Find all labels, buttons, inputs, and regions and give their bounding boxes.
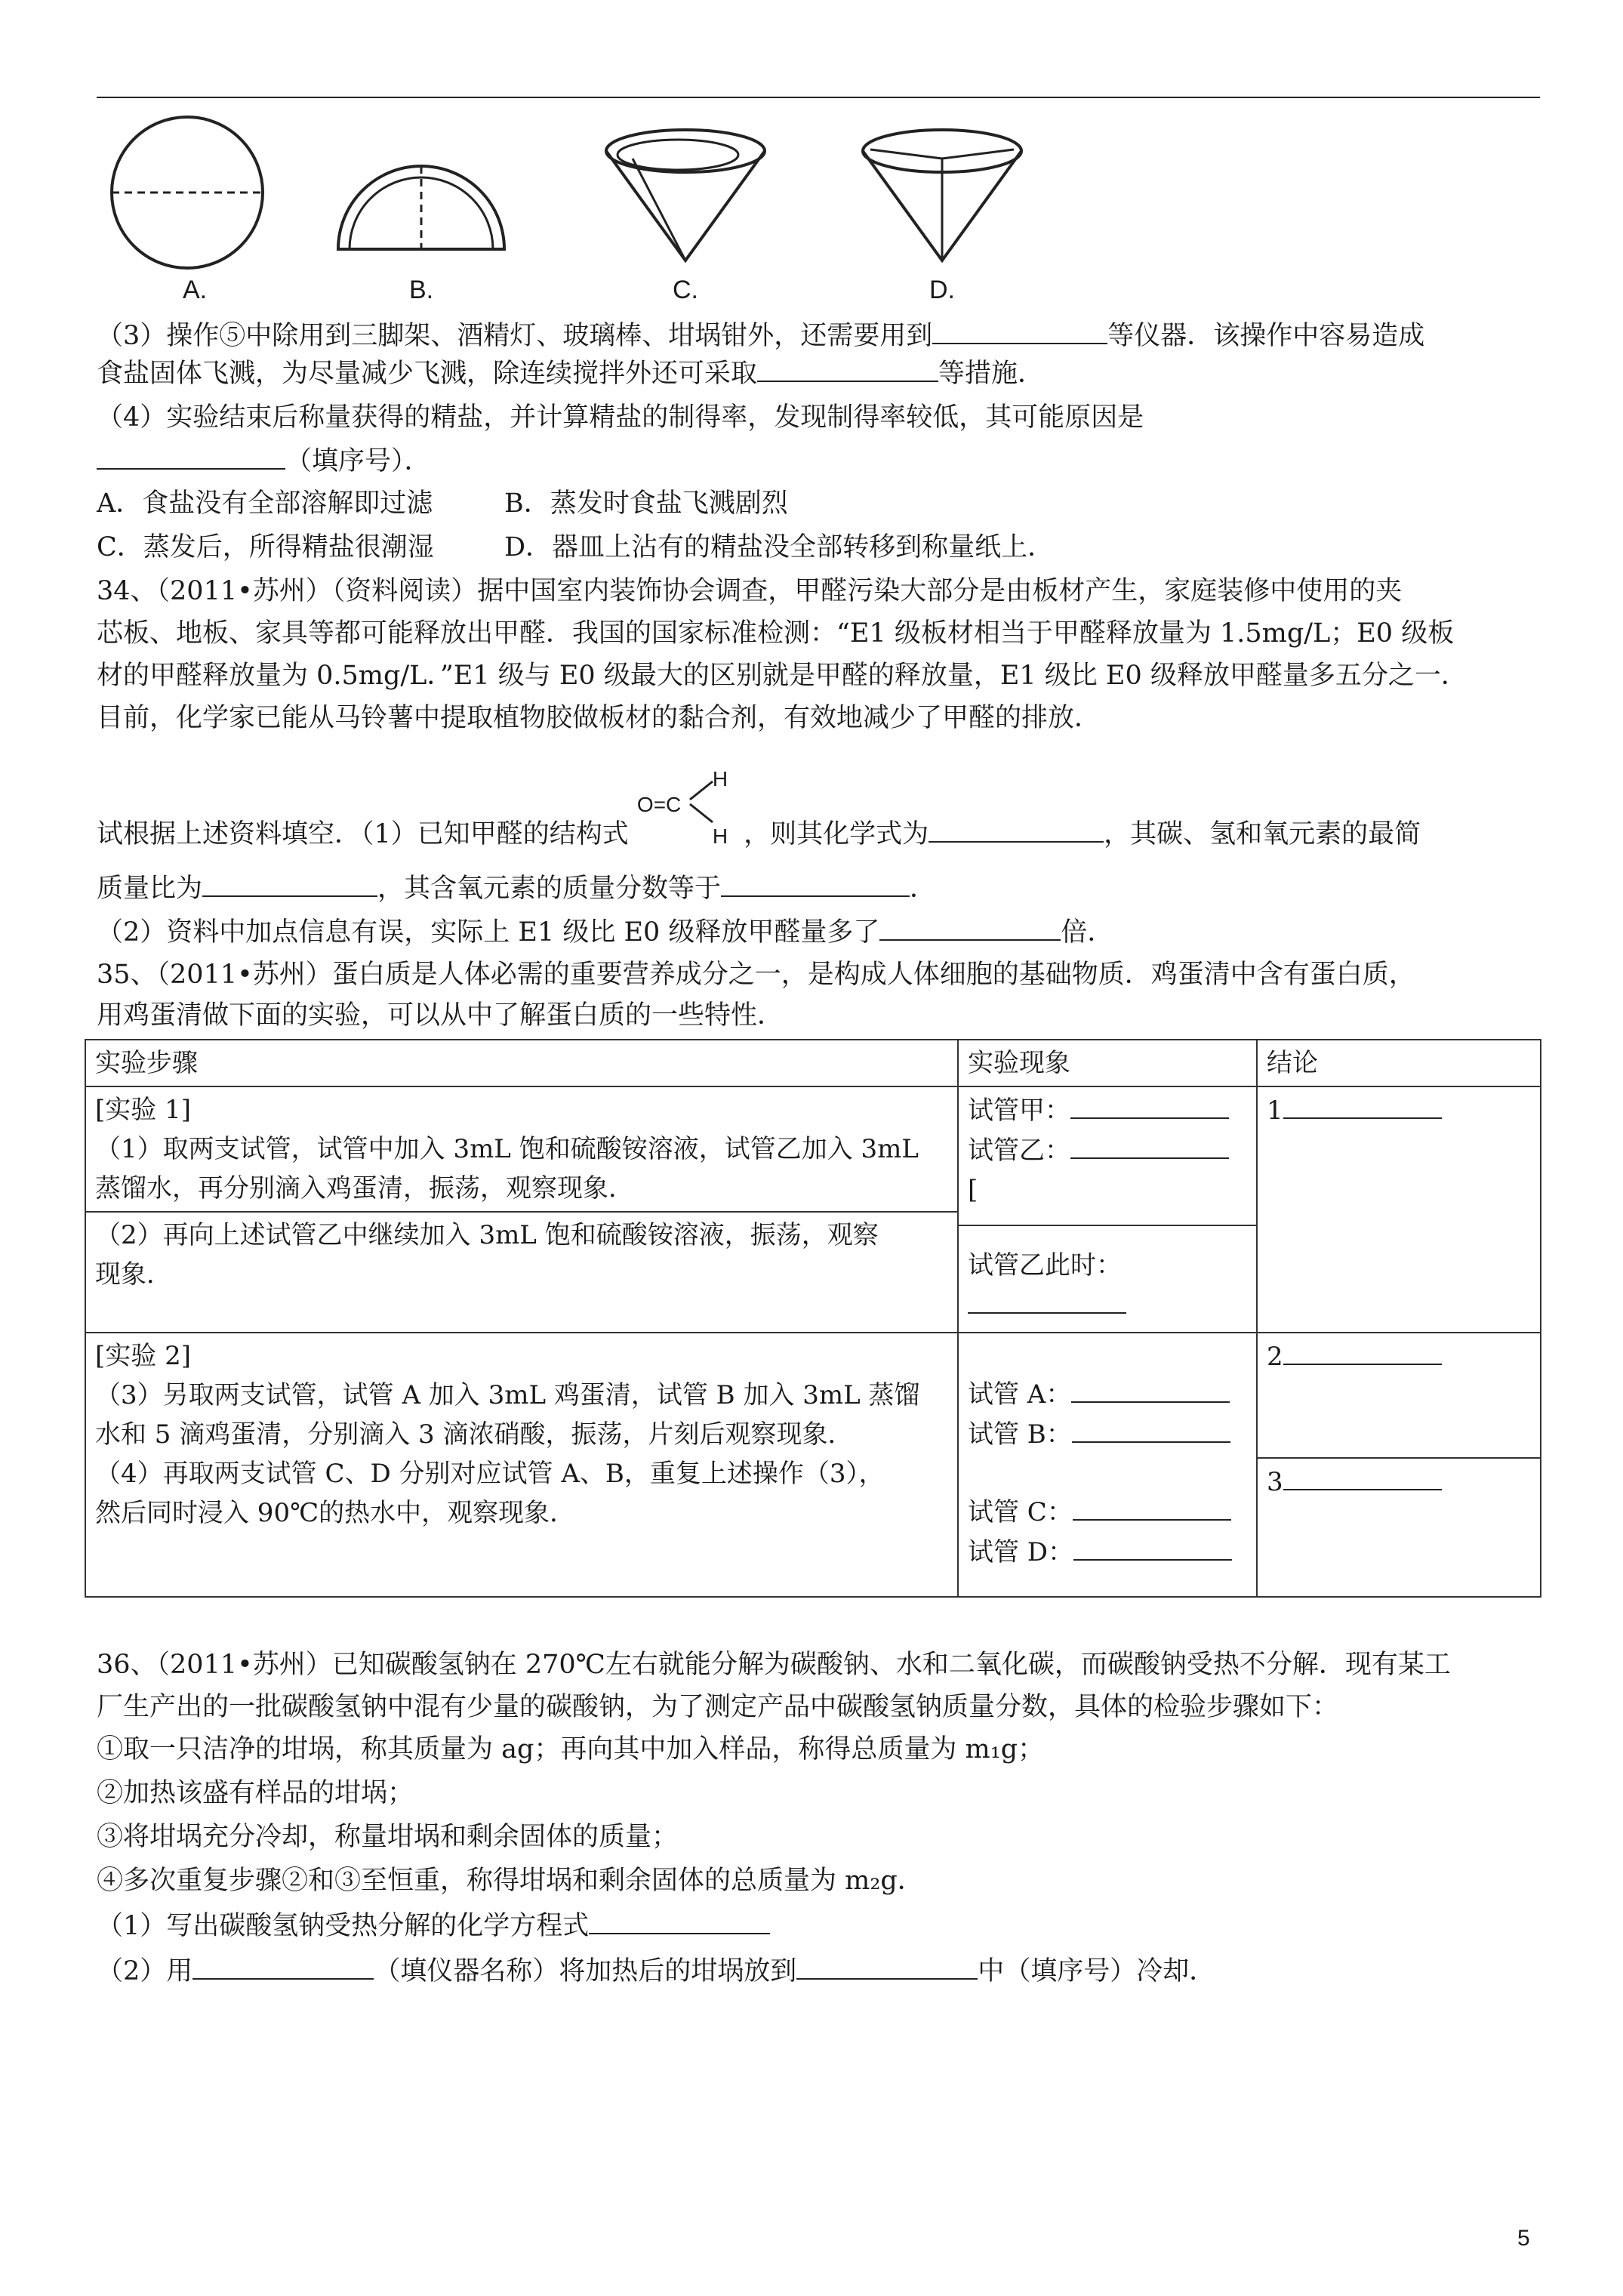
- answer-blank[interactable]: [192, 1951, 374, 1980]
- q34-q1-line2: [97, 868, 936, 908]
- figure-label-b: B.: [408, 276, 434, 304]
- q34-line4: 目前，化学家已能从马铃薯中提取植物胶做板材的黏合剂，有效地减少了甲醛的排放．: [97, 703, 1101, 733]
- obs-yi-now-label: 试管乙此时：: [968, 1250, 1122, 1281]
- exp2-steps: [85, 1333, 958, 1597]
- q35-line1: 35、（2011•苏州）蛋白质是人体必需的重要营养成分之一，是构成人体细胞的基础物质．鸡蛋清中含有蛋白质，: [97, 960, 1415, 990]
- q36-step3: ③将坩埚充分冷却，称量坩埚和剩余固体的质量；: [97, 1822, 679, 1852]
- exp1-step2-line2: 现象．: [95, 1259, 172, 1290]
- q33-p3-line1: [97, 316, 1424, 355]
- figure-d: [844, 113, 1040, 310]
- answer-blank[interactable]: [879, 912, 1061, 941]
- table-row-exp1: [85, 1086, 1541, 1333]
- semicircle-icon: [323, 113, 519, 272]
- q33-options-row1: [97, 485, 788, 522]
- answer-blank[interactable]: [97, 441, 285, 470]
- page-number: 5: [1517, 2226, 1530, 2251]
- option-d: D．器皿上沾有的精盐没全部转移到称量纸上．: [504, 532, 1055, 562]
- q36-q2-line: [97, 1951, 1215, 1990]
- answer-blank[interactable]: [1070, 1130, 1229, 1159]
- filter-paper-figures: [97, 113, 1018, 310]
- q34-q1-text-c: ，其碳、氢和氧元素的最简: [1104, 819, 1421, 849]
- exp2-step4-line1: （4）再取两支试管 C、D 分别对应试管 A、B，重复上述操作（3），: [95, 1459, 885, 1489]
- header-conclusion: 结论: [1257, 1040, 1541, 1086]
- q34-line1: 34、（2011•苏州）（资料阅读）据中国室内装饰协会调查，甲醛污染大部分是由板材产生，家庭装修中使用的夹: [97, 576, 1403, 606]
- answer-blank[interactable]: [721, 868, 910, 897]
- exp2-title: [实验 2]: [95, 1341, 191, 1371]
- exp1-conclusion: [1257, 1086, 1541, 1333]
- obs-yi: [968, 1130, 1247, 1170]
- q33-p3-text-c: 食盐固体飞溅，为尽量减少飞溅，除连续搅拌外还可采取: [97, 359, 758, 389]
- exp1-obs-block1: [959, 1087, 1256, 1226]
- q33-p4-text-b: （填序号）．: [285, 446, 431, 476]
- obs-a-label: 试管 A：: [968, 1379, 1072, 1410]
- formula-oc: O=C: [636, 792, 682, 816]
- answer-blank[interactable]: [1072, 1414, 1230, 1443]
- q34-q2-text-b: 倍．: [1061, 917, 1114, 948]
- q33-p4-line2: [97, 441, 431, 480]
- table-row-exp2: [85, 1333, 1541, 1597]
- obs-jia: [968, 1090, 1247, 1130]
- q34-q1-text-a: 试根据上述资料填空．（1）已知甲醛的结构式: [97, 819, 629, 849]
- formula-h-bottom: H: [712, 824, 728, 848]
- answer-blank[interactable]: [1073, 1492, 1231, 1521]
- obs-d-label: 试管 D：: [968, 1537, 1074, 1567]
- option-b: B．蒸发时食盐飞溅剧烈: [504, 488, 788, 519]
- figure-label-d: D.: [929, 276, 955, 304]
- q36-line2: 厂生产出的一批碳酸氢钠中混有少量的碳酸钠，为了测定产品中碳酸氢钠质量分数，具体的检验步骤如下：: [97, 1692, 1339, 1722]
- option-a: A．食盐没有全部溶解即过滤: [97, 488, 433, 519]
- exp1-step2-line1: （2）再向上述试管乙中继续加入 3mL 饱和硫酸铵溶液，振荡，观察: [95, 1220, 879, 1250]
- q33-p3-text-d: 等措施．: [938, 359, 1045, 389]
- q34-q1-line1: [97, 766, 1421, 853]
- answer-blank[interactable]: [932, 316, 1107, 344]
- answer-blank[interactable]: [1283, 1090, 1442, 1119]
- conclusion-2-label: 2: [1267, 1342, 1283, 1372]
- q35-line2: 用鸡蛋清做下面的实验，可以从中了解蛋白质的一些特性．: [97, 1000, 784, 1031]
- formaldehyde-structure: [637, 760, 735, 851]
- answer-blank[interactable]: [1283, 1336, 1442, 1365]
- q33-p3-text-b: 等仪器．该操作中容易造成: [1107, 321, 1425, 351]
- cone-c-icon: [587, 113, 784, 272]
- exp2-step3-line2: 水和 5 滴鸡蛋清，分别滴入 3 滴浓硝酸，振荡，片刻后观察现象．: [95, 1419, 854, 1450]
- obs-yi-label: 试管乙：: [968, 1136, 1070, 1166]
- q33-p4-line1: （4）实验结束后称量获得的精盐，并计算精盐的制得率，发现制得率较低，其可能原因是: [97, 402, 1144, 433]
- q34-q2-line: [97, 912, 1113, 951]
- q36-q2-text-a: （2）用: [97, 1956, 193, 1986]
- header-steps: 实验步骤: [85, 1040, 958, 1086]
- table-header-row: [85, 1040, 1541, 1086]
- q34-line3: 材的甲醛释放量为 0.5mg/L．”E1 级与 E0 级最大的区别就是甲醛的释放量，E1 级比 E0 级释放甲醛量多五分之一．: [97, 661, 1467, 691]
- q36-step4: ④多次重复步骤②和③至恒重，称得坩埚和剩余固体的总质量为 m₂g．: [97, 1866, 924, 1896]
- q36-q1-line: [97, 1906, 770, 1945]
- q34-q1-text-e: ，其含氧元素的质量分数等于: [377, 874, 722, 904]
- obs-b-label: 试管 B：: [968, 1419, 1072, 1450]
- figure-label-c: C.: [673, 276, 698, 304]
- figure-c: [587, 113, 784, 310]
- q34-line2: 芯板、地板、家具等都可能释放出甲醛．我国的国家标准检测：“E1 级板材相当于甲醛释放量为 1.5mg/L；E0 级板: [97, 618, 1455, 649]
- figure-a: [97, 113, 293, 310]
- figure-b: [323, 113, 519, 310]
- q36-q2-text-c: 中（填序号）冷却．: [978, 1956, 1216, 1986]
- q33-p3-line2: [97, 353, 1044, 393]
- q33-p3-text-a: （3）操作⑤中除用到三脚架、酒精灯、玻璃棒、坩埚钳外，还需要用到: [97, 321, 933, 351]
- answer-blank[interactable]: [1073, 1532, 1232, 1561]
- exp1-title: [实验 1]: [95, 1095, 191, 1125]
- q36-step2: ②加热该盛有样品的坩埚；: [97, 1778, 414, 1808]
- q34-q1-text-d: 质量比为: [97, 874, 203, 904]
- exp1-step1-line1: （1）取两支试管，试管中加入 3mL 饱和硫酸铵溶液，试管乙加入 3mL: [95, 1134, 919, 1164]
- q36-q2-text-b: （填仪器名称）将加热后的坩埚放到: [374, 1956, 797, 1986]
- answer-blank[interactable]: [757, 353, 938, 382]
- exp1-step1-block: [86, 1087, 957, 1213]
- q34-q2-text-a: （2）资料中加点信息有误，实际上 E1 级比 E0 级释放甲醛量多了: [97, 917, 880, 948]
- figure-label-a: A.: [182, 276, 208, 304]
- cone-d-icon: [844, 113, 1040, 272]
- answer-blank[interactable]: [968, 1285, 1126, 1314]
- q33-options-row2: [97, 529, 1054, 566]
- q36-line1: 36、（2011•苏州）已知碳酸氢钠在 270℃左右就能分解为碳酸钠、水和二氧化碳，而碳酸钠受热不分解．现有某工: [97, 1650, 1451, 1680]
- q36-q1-text: （1）写出碳酸氢钠受热分解的化学方程式: [97, 1911, 590, 1941]
- exp2-observations: [958, 1333, 1257, 1597]
- answer-blank[interactable]: [1070, 1090, 1229, 1119]
- exp2-conclusion: [1257, 1333, 1541, 1597]
- header-rule: [97, 97, 1540, 98]
- answer-blank[interactable]: [929, 814, 1104, 843]
- exp2-obs-block1: [959, 1333, 1256, 1457]
- exp1-step1-line2: 蒸馏水，再分别滴入鸡蛋清，振荡，观察现象．: [95, 1173, 634, 1203]
- option-c: C．蒸发后，所得精盐很潮湿: [97, 532, 434, 562]
- exp2-step4-line2: 然后同时浸入 90℃的热水中，观察现象．: [95, 1498, 576, 1528]
- exp1-observations: [958, 1086, 1257, 1333]
- answer-blank[interactable]: [589, 1906, 770, 1934]
- obs-c-label: 试管 C：: [968, 1497, 1073, 1527]
- conclusion-1-label: 1: [1267, 1096, 1283, 1126]
- obs-jia-label: 试管甲：: [968, 1096, 1070, 1126]
- exp2-obs-block2: [959, 1457, 1256, 1575]
- q36-step1: ①取一只洁净的坩埚，称其质量为 ag；再向其中加入样品，称得总质量为 m₁g；: [97, 1734, 1045, 1764]
- answer-blank[interactable]: [1283, 1462, 1442, 1490]
- exp1-steps: [85, 1086, 958, 1333]
- header-phenomena: 实验现象: [958, 1040, 1257, 1086]
- full-circle-icon: [97, 113, 278, 272]
- conclusion-2-block: [1258, 1333, 1540, 1459]
- conclusion-3-label: 3: [1267, 1467, 1283, 1497]
- exp2-step3-line1: （3）另取两支试管，试管 A 加入 3mL 鸡蛋清，试管 B 加入 3mL 蒸馏: [95, 1380, 920, 1410]
- experiment-table: [85, 1039, 1541, 1598]
- obs-bracket: [: [968, 1175, 978, 1205]
- exp1-obs-block2: [959, 1226, 1256, 1328]
- answer-blank[interactable]: [1071, 1374, 1230, 1403]
- exp1-step2-block: [86, 1213, 957, 1332]
- answer-blank[interactable]: [202, 868, 377, 897]
- answer-blank[interactable]: [796, 1951, 978, 1980]
- q34-q1-text-b: ，则其化学式为: [744, 819, 929, 849]
- formula-h-top: H: [712, 766, 728, 791]
- conclusion-3-block: [1258, 1459, 1540, 1505]
- q34-q1-text-f: ．: [910, 874, 937, 904]
